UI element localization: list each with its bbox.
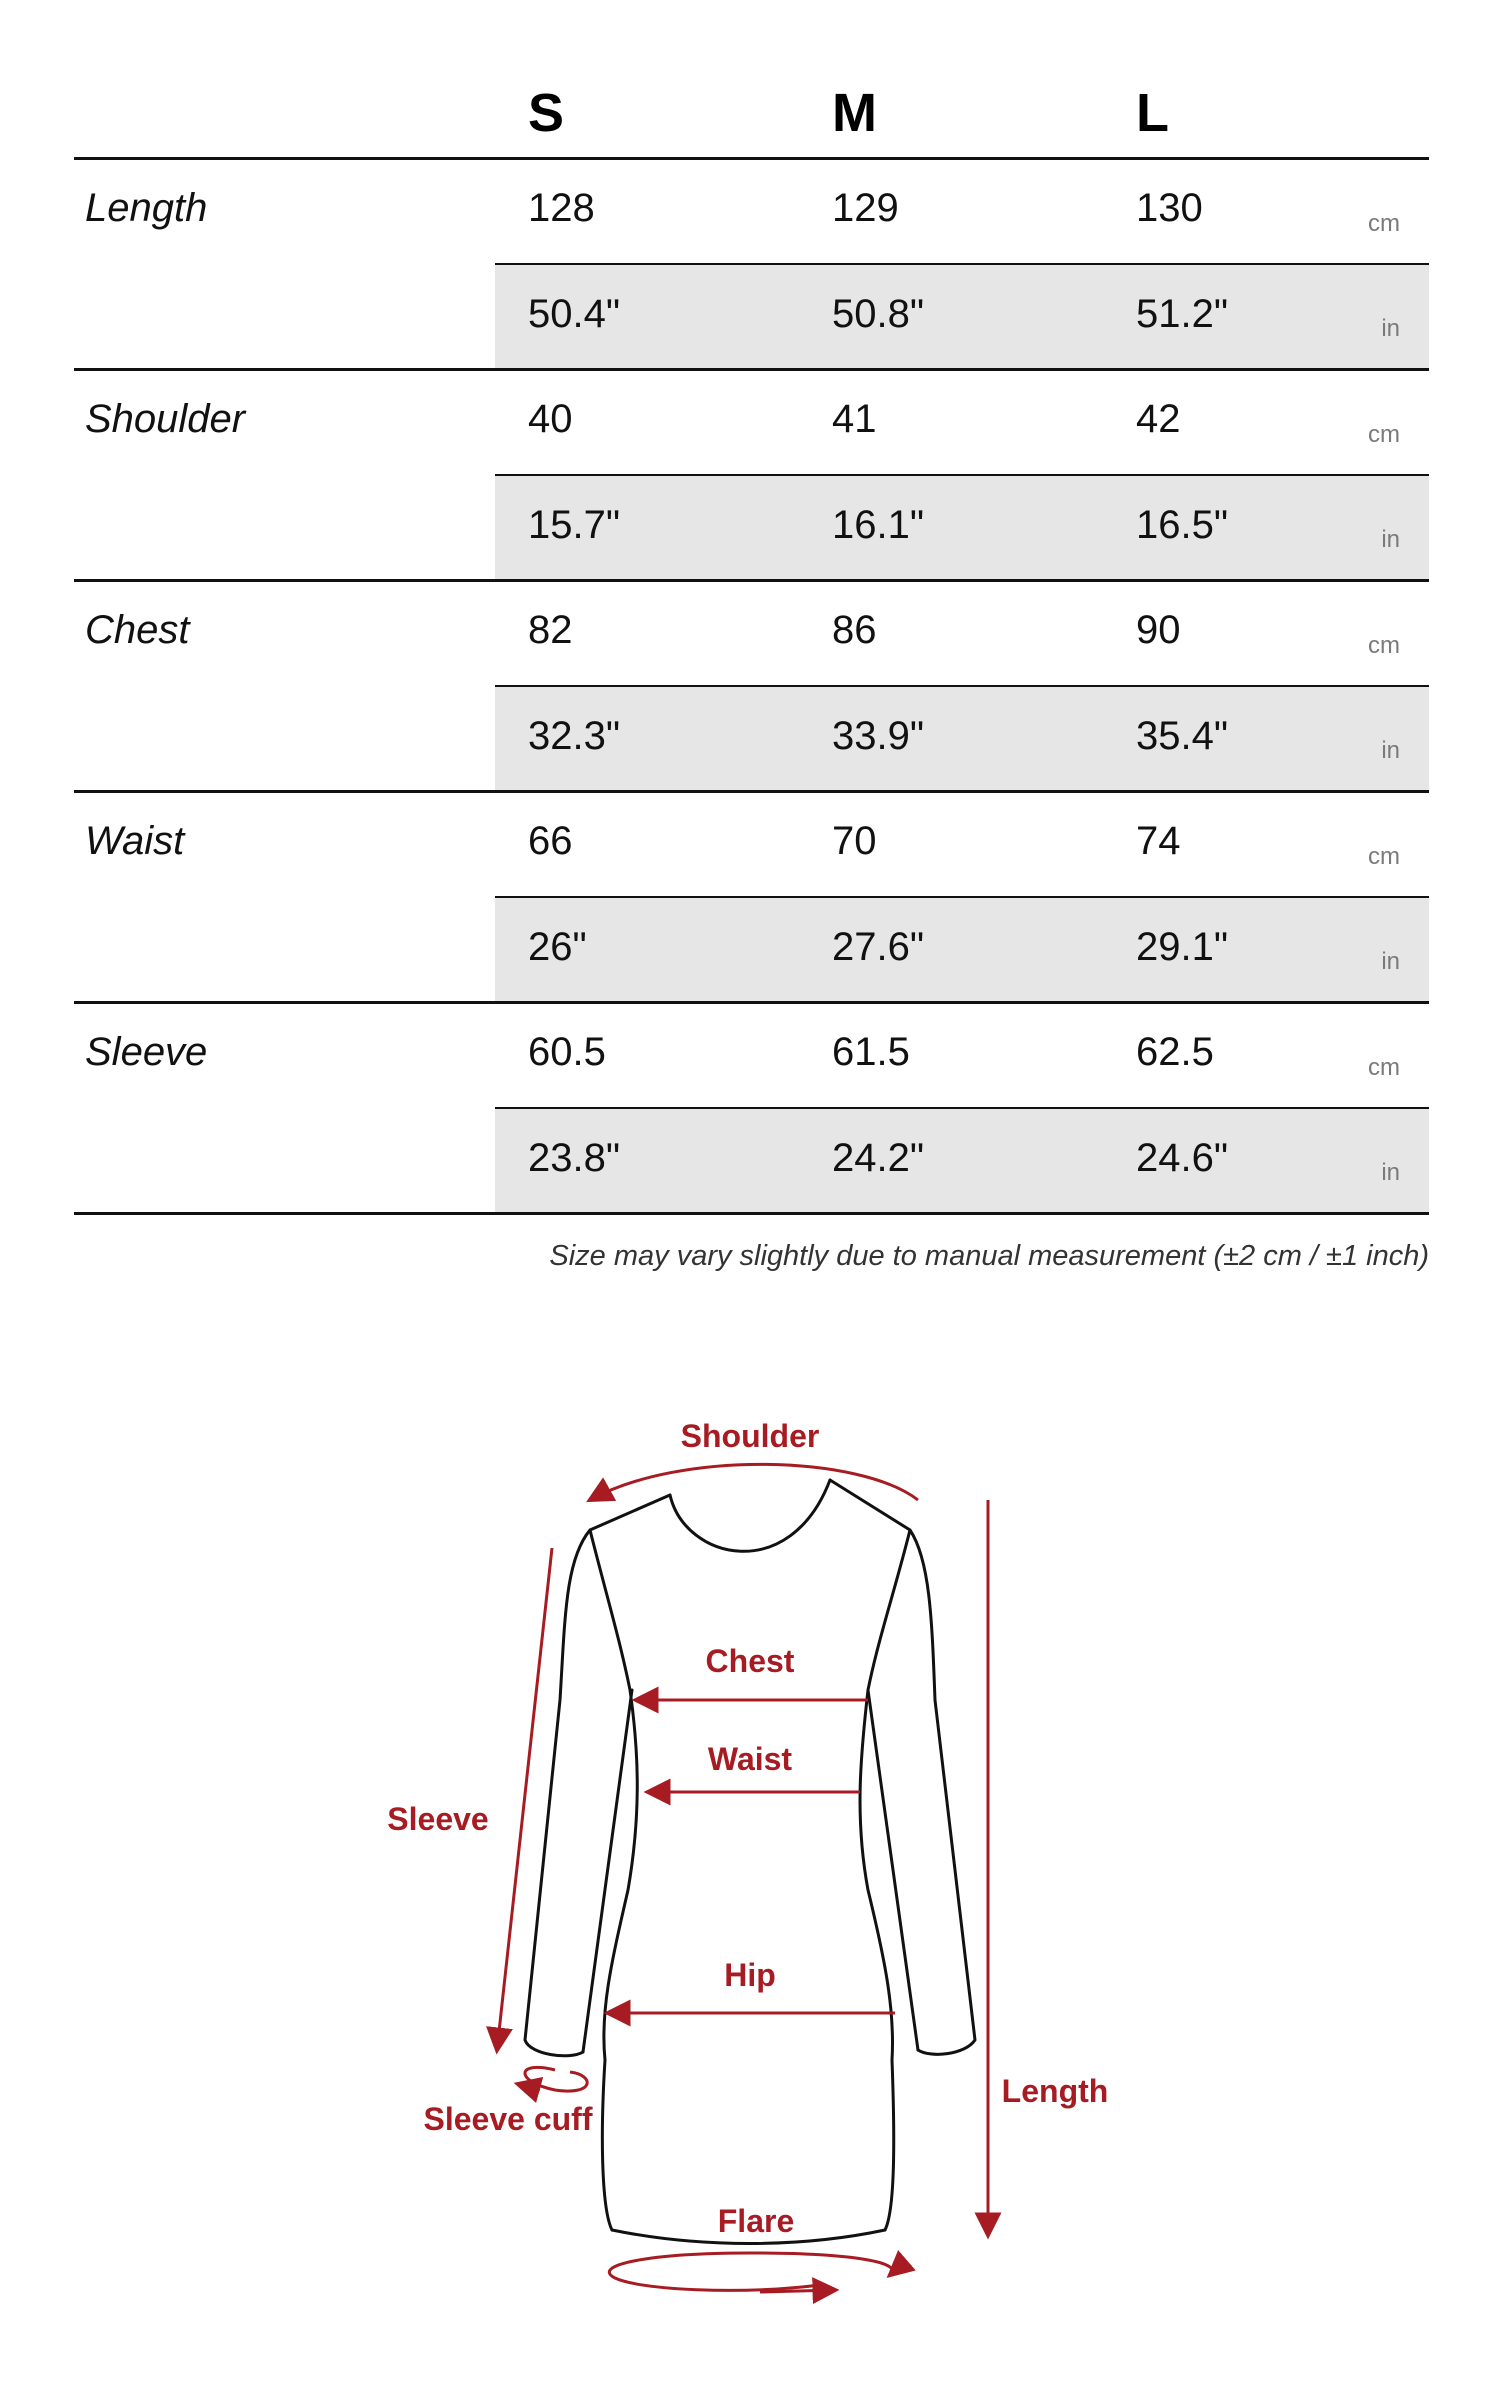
chest-cm-m: 86 <box>832 608 877 652</box>
shoulder-label: Shoulder <box>680 1418 820 1454</box>
length-in-l: 51.2" <box>1136 292 1229 336</box>
length-in-m: 50.8" <box>832 292 925 336</box>
sleeve-cm-m: 61.5 <box>832 1030 910 1074</box>
unit-in: in <box>1381 1159 1400 1186</box>
waist-in-s: 26" <box>528 925 587 969</box>
hip-label: Hip <box>724 1957 776 1993</box>
chest-in-l: 35.4" <box>1136 714 1229 758</box>
waist-cm-l: 74 <box>1136 819 1181 863</box>
sleeve-arrow <box>497 1548 552 2050</box>
length-cm-l: 130 <box>1136 186 1203 230</box>
length-cm-s: 128 <box>528 186 595 230</box>
unit-cm: cm <box>1368 1054 1400 1081</box>
length-cm-m: 129 <box>832 186 899 230</box>
sleeve-label: Sleeve <box>387 1801 489 1837</box>
waist-cm-m: 70 <box>832 819 877 863</box>
shoulder-in-s: 15.7" <box>528 503 621 547</box>
shoulder-arrow <box>590 1464 918 1500</box>
unit-cm: cm <box>1368 843 1400 870</box>
size-header-l: L <box>1136 83 1169 143</box>
dress-outline <box>525 1480 975 2244</box>
waist-label: Waist <box>707 1741 793 1777</box>
sleeve-in-m: 24.2" <box>832 1136 925 1180</box>
shoulder-cm-m: 41 <box>832 397 877 441</box>
shoulder-cm-l: 42 <box>1136 397 1181 441</box>
sleeve-in-s: 23.8" <box>528 1136 621 1180</box>
unit-cm: cm <box>1368 632 1400 659</box>
unit-in: in <box>1381 737 1400 764</box>
chest-in-s: 32.3" <box>528 714 621 758</box>
measure-label-length: Length <box>85 186 208 230</box>
waist-in-m: 27.6" <box>832 925 925 969</box>
unit-in: in <box>1381 526 1400 553</box>
sleeve-cuff-label: Sleeve cuff <box>423 2101 593 2137</box>
chest-in-m: 33.9" <box>832 714 925 758</box>
measure-label-sleeve: Sleeve <box>85 1030 208 1074</box>
shoulder-cm-s: 40 <box>528 397 573 441</box>
flare-arrow <box>609 2253 892 2290</box>
length-label: Length <box>1001 2073 1109 2109</box>
shoulder-in-m: 16.1" <box>832 503 925 547</box>
size-header-m: M <box>832 83 877 143</box>
flare-label: Flare <box>717 2203 795 2239</box>
unit-in: in <box>1381 948 1400 975</box>
size-header-s: S <box>528 83 565 143</box>
waist-cm-s: 66 <box>528 819 573 863</box>
sleeve-in-l: 24.6" <box>1136 1136 1229 1180</box>
chest-cm-s: 82 <box>528 608 573 652</box>
measure-label-shoulder: Shoulder <box>85 397 246 441</box>
unit-cm: cm <box>1368 421 1400 448</box>
sleeve-cm-l: 62.5 <box>1136 1030 1214 1074</box>
unit-in: in <box>1381 315 1400 342</box>
chest-cm-l: 90 <box>1136 608 1181 652</box>
length-in-s: 50.4" <box>528 292 621 336</box>
waist-in-l: 29.1" <box>1136 925 1229 969</box>
unit-cm: cm <box>1368 210 1400 237</box>
chest-label: Chest <box>705 1643 795 1679</box>
measurement-note: Size may vary slightly due to manual measurement (±2 cm / ±1 inch) <box>549 1240 1429 1272</box>
shoulder-in-l: 16.5" <box>1136 503 1229 547</box>
measure-label-waist: Waist <box>85 819 185 863</box>
measure-label-chest: Chest <box>85 608 190 652</box>
sleeve-cm-s: 60.5 <box>528 1030 606 1074</box>
